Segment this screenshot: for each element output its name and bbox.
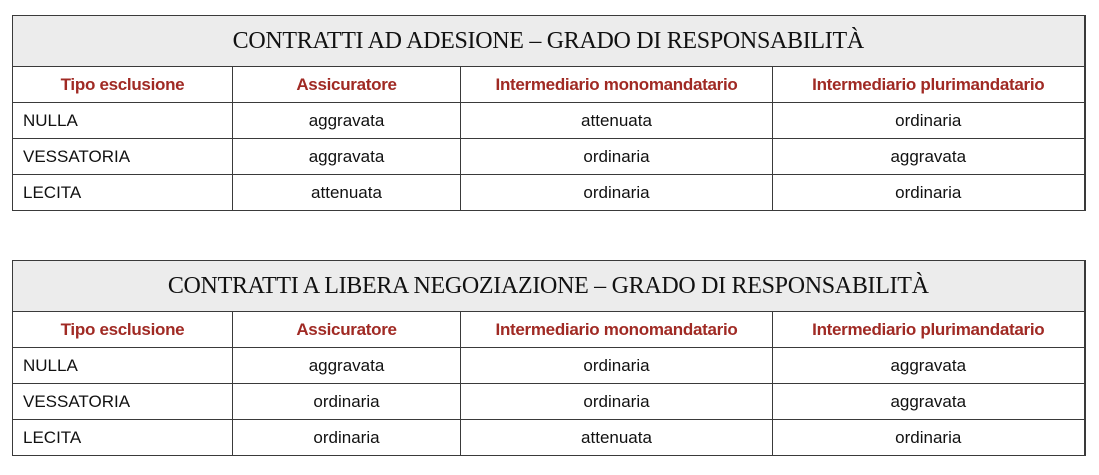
header-intermediario-plurimandatario: Intermediario plurimandatario xyxy=(773,312,1085,348)
cell-assicuratore: aggravata xyxy=(233,348,461,384)
header-assicuratore: Assicuratore xyxy=(233,67,461,103)
cell-plurimandatario: ordinaria xyxy=(773,103,1085,139)
row-label: LECITA xyxy=(13,420,233,456)
table-row xyxy=(13,384,1085,420)
header-assicuratore: Assicuratore xyxy=(233,312,461,348)
table-row xyxy=(13,103,1085,139)
table-row xyxy=(13,420,1085,456)
cell-monomandatario: ordinaria xyxy=(461,348,773,384)
table-contratti-libera-negoziazione xyxy=(12,260,1086,456)
table-row xyxy=(13,175,1085,211)
row-label: VESSATORIA xyxy=(13,384,233,420)
cell-plurimandatario: aggravata xyxy=(773,348,1085,384)
cell-assicuratore: ordinaria xyxy=(233,384,461,420)
table-row xyxy=(13,348,1085,384)
table-title: CONTRATTI A LIBERA NEGOZIAZIONE – GRADO DI RESPONSABILITÀ xyxy=(13,261,1085,312)
table-title: CONTRATTI AD ADESIONE – GRADO DI RESPONSABILITÀ xyxy=(13,16,1085,67)
cell-assicuratore: aggravata xyxy=(233,103,461,139)
row-label: NULLA xyxy=(13,348,233,384)
header-intermediario-plurimandatario: Intermediario plurimandatario xyxy=(773,67,1085,103)
cell-monomandatario: attenuata xyxy=(461,420,773,456)
row-label: VESSATORIA xyxy=(13,139,233,175)
header-intermediario-monomandatario: Intermediario monomandatario xyxy=(461,312,773,348)
header-intermediario-monomandatario: Intermediario monomandatario xyxy=(461,67,773,103)
cell-plurimandatario: aggravata xyxy=(773,384,1085,420)
cell-assicuratore: aggravata xyxy=(233,139,461,175)
header-row xyxy=(13,312,1085,348)
cell-monomandatario: ordinaria xyxy=(461,139,773,175)
cell-monomandatario: ordinaria xyxy=(461,175,773,211)
cell-plurimandatario: aggravata xyxy=(773,139,1085,175)
cell-assicuratore: ordinaria xyxy=(233,420,461,456)
table-contratti-adesione xyxy=(12,15,1086,211)
table-title-row xyxy=(13,16,1085,67)
table-title-row xyxy=(13,261,1085,312)
cell-assicuratore: attenuata xyxy=(233,175,461,211)
header-tipo-esclusione: Tipo esclusione xyxy=(13,67,233,103)
cell-plurimandatario: ordinaria xyxy=(773,420,1085,456)
table-row xyxy=(13,139,1085,175)
cell-plurimandatario: ordinaria xyxy=(773,175,1085,211)
cell-monomandatario: attenuata xyxy=(461,103,773,139)
row-label: NULLA xyxy=(13,103,233,139)
header-tipo-esclusione: Tipo esclusione xyxy=(13,312,233,348)
header-row xyxy=(13,67,1085,103)
row-label: LECITA xyxy=(13,175,233,211)
cell-monomandatario: ordinaria xyxy=(461,384,773,420)
